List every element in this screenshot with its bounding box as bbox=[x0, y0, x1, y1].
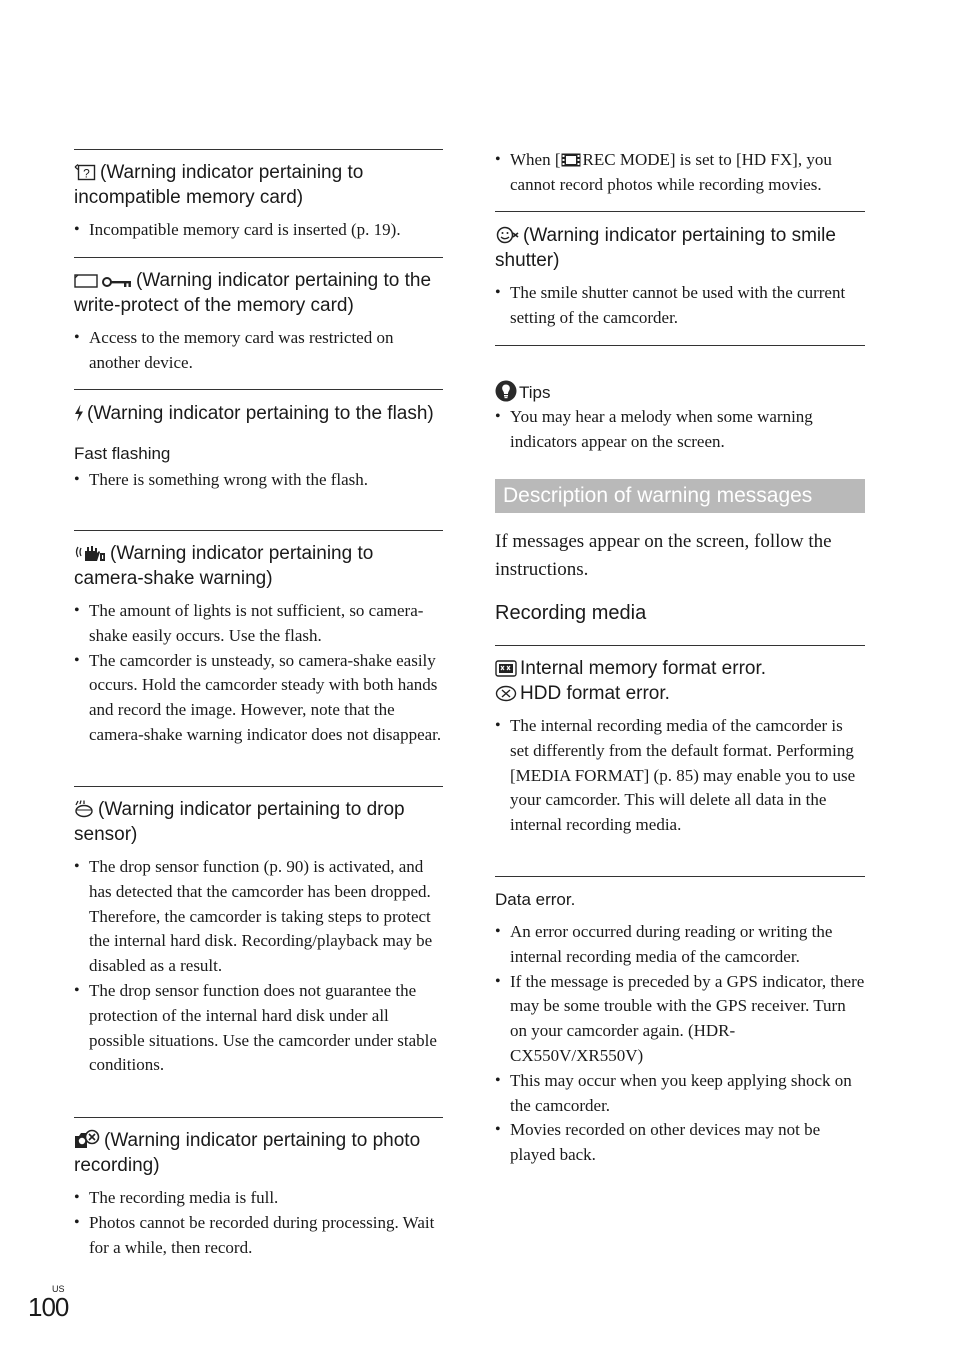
bullet-list bbox=[495, 714, 865, 838]
film-icon bbox=[561, 153, 581, 167]
list-item: • The amount of lights is not sufficient, so camera-shake easily occurs. Use the flash. bbox=[74, 599, 443, 649]
section-divider bbox=[495, 211, 865, 212]
section-divider bbox=[74, 1117, 443, 1118]
bullet-list bbox=[74, 218, 443, 243]
section-banner bbox=[495, 479, 865, 513]
bullet-list bbox=[74, 599, 443, 748]
section-heading: (Warning indicator pertaining to the flash) bbox=[74, 401, 443, 426]
section-heading: Internal memory format error. HDD format error. bbox=[495, 656, 865, 706]
list-item: • If the message is preceded by a GPS indicator, there may be some trouble with the GPS receiver. Turn on your camcorder again. (HDR-CX550V/XR550V) bbox=[495, 970, 865, 1069]
section-title-banner: Description of warning messages bbox=[495, 479, 865, 513]
section-divider bbox=[495, 345, 865, 346]
section-write-protect bbox=[74, 268, 443, 376]
section-format-error bbox=[495, 656, 865, 838]
list-item: • The drop sensor function (p. 90) is activated, and has detected that the camcorder has been dropped. Therefore, the camcorder is taking steps to protect the internal hard disk. Recording/playback may be disabled as a result. bbox=[74, 855, 443, 979]
section-flash bbox=[74, 401, 443, 493]
bullet-list bbox=[74, 855, 443, 1078]
section-heading: (Warning indicator pertaining to drop sensor) bbox=[74, 799, 405, 845]
section-divider bbox=[495, 645, 865, 646]
list-item: • The smile shutter cannot be used with the current setting of the camcorder. bbox=[495, 281, 865, 331]
section-tips bbox=[495, 380, 865, 455]
section-divider bbox=[74, 149, 443, 150]
section-heading: (Warning indicator pertaining to the write-protect of the memory card) bbox=[74, 270, 432, 316]
section-camera-shake bbox=[74, 541, 443, 748]
list-item: • The internal recording media of the camcorder is set differently from the default format. Performing [MEDIA FORMAT] (p. 85) may enable you to use your camcorder. This will delete all data in the internal recording media. bbox=[495, 714, 865, 838]
flash-icon bbox=[74, 404, 84, 422]
section-smile-shutter bbox=[495, 223, 865, 331]
section-data-error bbox=[495, 889, 865, 1168]
tips-heading: Tips bbox=[495, 380, 865, 404]
list-item: • You may hear a melody when some warning indicators appear on the screen. bbox=[495, 405, 865, 455]
list-item: • An error occurred during reading or writing the internal recording media of the camcorder. bbox=[495, 920, 865, 970]
section-divider bbox=[74, 389, 443, 390]
intro-paragraph bbox=[495, 528, 865, 584]
region-label: US bbox=[52, 1284, 65, 1294]
svg-text:?: ? bbox=[83, 166, 90, 181]
section-heading: ? (Warning indicator pertaining to incompatible memory card) bbox=[74, 162, 364, 208]
recording-media-heading bbox=[495, 600, 865, 626]
photo-recording-icon bbox=[74, 1129, 100, 1149]
section-heading: (Warning indicator pertaining to camera-shake warning) bbox=[74, 543, 374, 589]
bullet-list bbox=[495, 148, 865, 198]
list-item: • The recording media is full. bbox=[74, 1186, 443, 1211]
bullet-list bbox=[74, 468, 443, 493]
bullet-list bbox=[74, 1186, 443, 1260]
internal-memory-icon bbox=[495, 660, 517, 677]
section-divider bbox=[495, 876, 865, 877]
section-divider bbox=[74, 257, 443, 258]
section-photo-recording bbox=[74, 1128, 443, 1260]
section-heading: Data error. bbox=[495, 890, 576, 909]
list-item: • There is something wrong with the flash. bbox=[74, 468, 443, 493]
drop-sensor-icon bbox=[74, 800, 94, 818]
lightbulb-icon bbox=[495, 380, 517, 402]
bullet-list bbox=[74, 326, 443, 376]
list-item: • Photos cannot be recorded during processing. Wait for a while, then record. bbox=[74, 1211, 443, 1261]
list-item: • Access to the memory card was restricted on another device. bbox=[74, 326, 443, 376]
bullet-list bbox=[495, 281, 865, 331]
incompatible-card-icon bbox=[74, 164, 96, 181]
section-subheading: Fast flashing bbox=[74, 444, 171, 463]
hdd-icon bbox=[495, 685, 517, 702]
list-item: • This may occur when you keep applying shock on the camcorder. bbox=[495, 1069, 865, 1119]
list-item: • Movies recorded on other devices may not be played back. bbox=[495, 1118, 865, 1168]
section-divider bbox=[74, 530, 443, 531]
list-item: • When [ REC MODE] is set to [HD FX], you cannot record photos while recording movies. bbox=[495, 148, 865, 198]
intro-text: If messages appear on the screen, follow the instructions. bbox=[495, 531, 832, 580]
memory-card-icon bbox=[74, 273, 98, 289]
smile-shutter-icon bbox=[495, 226, 519, 244]
section-incompatible-card bbox=[74, 160, 443, 243]
section-heading: (Warning indicator pertaining to photo recording) bbox=[74, 1130, 421, 1176]
section-rec-mode-note bbox=[495, 148, 865, 198]
list-item: • Incompatible memory card is inserted (p. 19). bbox=[74, 218, 443, 243]
camera-shake-icon bbox=[74, 544, 106, 562]
page-number: 100 bbox=[28, 1292, 69, 1322]
section-heading: (Warning indicator pertaining to smile shutter) bbox=[495, 225, 836, 271]
section-divider bbox=[74, 786, 443, 787]
list-item: • The drop sensor function does not guarantee the protection of the internal hard disk under all possible situations. Use the camcorder under stable conditions. bbox=[74, 979, 443, 1078]
list-item: • The camcorder is unsteady, so camera-shake easily occurs. Hold the camcorder steady with both hands and record the image. However, note that the camera-shake warning indicator does not disappear. bbox=[74, 649, 443, 748]
section-drop-sensor bbox=[74, 797, 443, 1078]
bullet-list bbox=[495, 405, 865, 455]
bullet-list bbox=[495, 920, 865, 1168]
subsection-title: Recording media bbox=[495, 602, 647, 624]
key-icon bbox=[102, 275, 132, 289]
